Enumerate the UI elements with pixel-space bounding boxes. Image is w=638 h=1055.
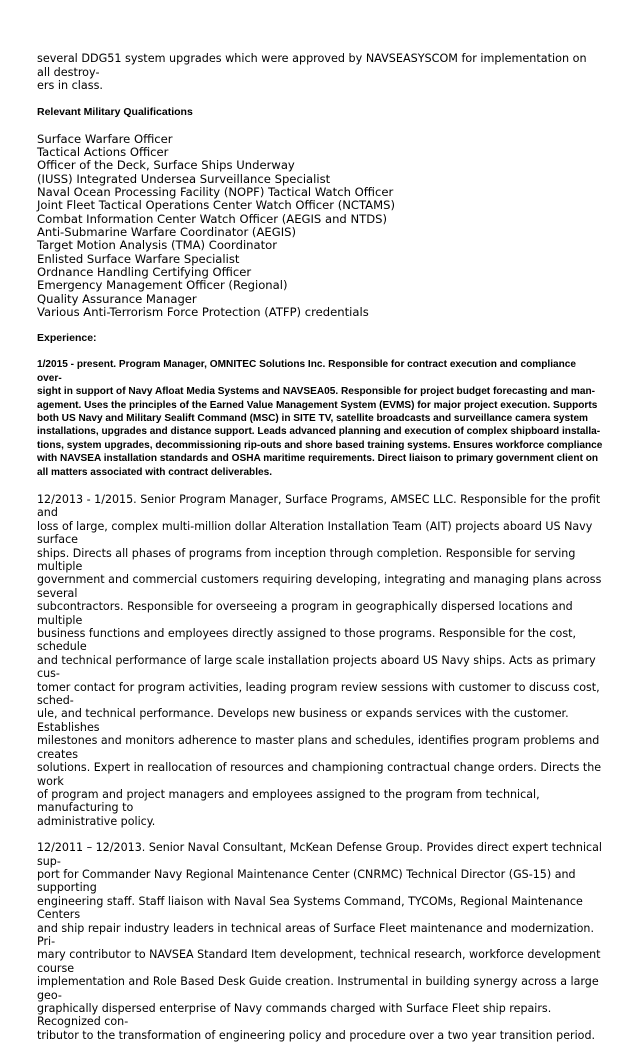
qualification-item: Ordnance Handling Certifying Officer xyxy=(37,264,252,279)
qualification-item: Target Motion Analysis (TMA) Coordinator xyxy=(37,238,278,253)
qualification-item: Joint Fleet Tactical Operations Center Watch Officer (NCTAMS) xyxy=(37,198,395,213)
job-entry-mckean: 12/2011 – 12/2013. Senior Naval Consultant, McKean Defense Group. Provides direct expert technical sup- port for Commander Navy Regional Maintenance Center (CNRMC) Technical Director (GS-15) and supporting engineering staff. Staff liaison with Naval Sea Systems Command, TYCOMs, Regional Maintenance Centers and ship repair industry leaders in technical areas of Surface Fleet maintenance and modernization. Pri- mary contributor to NAVSEA Standard Item development, technical research, workforce development course implementation and Role Based Desk Guide creation. Instrumental in building synergy across a large geo- graphically dispersed enterprise of Navy commands charged with Surface Fleet ship repairs. Recognized con- tributor to the transformation of engineering policy and procedure over a two year transition period. xyxy=(37,841,603,1042)
experience-heading: Experience: xyxy=(37,332,97,345)
qualification-item: Naval Ocean Processing Facility (NOPF) Tactical Watch Officer xyxy=(37,184,394,199)
qualifications-heading: Relevant Military Qualifications xyxy=(37,105,193,118)
intro-paragraph: several DDG51 system upgrades which were approved by NAVSEASYSCOM for implementation on all destroy- ers in class. xyxy=(37,52,587,92)
qualification-item: Combat Information Center Watch Officer (AEGIS and NTDS) xyxy=(37,211,388,226)
qualification-item: Surface Warfare Officer xyxy=(37,131,173,146)
qualification-item: Anti-Submarine Warfare Coordinator (AEGIS) xyxy=(37,224,296,239)
qualification-item: Tactical Actions Officer xyxy=(37,144,169,159)
qualification-item: Emergency Management Officer (Regional) xyxy=(37,278,288,293)
qualification-item: Officer of the Deck, Surface Ships Underway xyxy=(37,158,295,173)
job-entry-amsec: 12/2013 - 1/2015. Senior Program Manager, Surface Programs, AMSEC LLC. Responsible for the profit and loss of large, complex multi-million dollar Alteration Installation Team (AIT) projects aboard US Navy surface ships. Directs all phases of programs from inception through completion. Responsible for serving multiple government and commercial customers requiring developing, integrating and managing plans across several subcontractors. Responsible for overseeing a program in geographically dispersed locations and multiple business functions and employees directly assigned to those programs. Responsible for the cost, schedule and technical performance of large scale installation projects aboard US Navy ships. Acts as primary cus- tomer contact for program activities, leading program review sessions with customer to discuss cost, sched- ule, and technical performance. Develops new business or expands services with the customer. Establishes milestones and monitors adherence to master plans and schedules, identifies program problems and creates solutions. Expert in reallocation of resources and championing contractual change orders. Directs the work of program and project managers and employees assigned to the program from technical, manufacturing to administrative policy. xyxy=(37,492,602,828)
qualification-item: Enlisted Surface Warfare Specialist xyxy=(37,251,240,266)
qualification-item: (IUSS) Integrated Undersea Surveillance Specialist xyxy=(37,171,331,186)
job-entry-omnitec: 1/2015 - present. Program Manager, OMNITEC Solutions Inc. Responsible for contract execution and compliance over- sight in support of Navy Afloat Media Systems and NAVSEA05. Responsible for project budget forecasting and man- agement. Uses the principles of the Earned Value Management System (EVMS) for major project execution. Supports both US Navy and Military Sealift Command (MSC) in SITE TV, satellite broadcasts and surveillance camera system installations, upgrades and distance support. Leads advanced planning and execution of complex shipboard installa- tions, system upgrades, decommissioning rip-outs and shore based training systems. Ensures workforce compliance with NAVSEA installation standards and OSHA maritime requirements. Direct liaison to primary government client on all matters associated with contract deliverables. xyxy=(37,359,603,478)
resume-page xyxy=(37,52,603,1055)
qualifications-list xyxy=(37,133,603,320)
qualification-item: Quality Assurance Manager xyxy=(37,291,197,306)
qualification-item: Various Anti-Terrorism Force Protection (ATFP) credentials xyxy=(37,304,369,319)
